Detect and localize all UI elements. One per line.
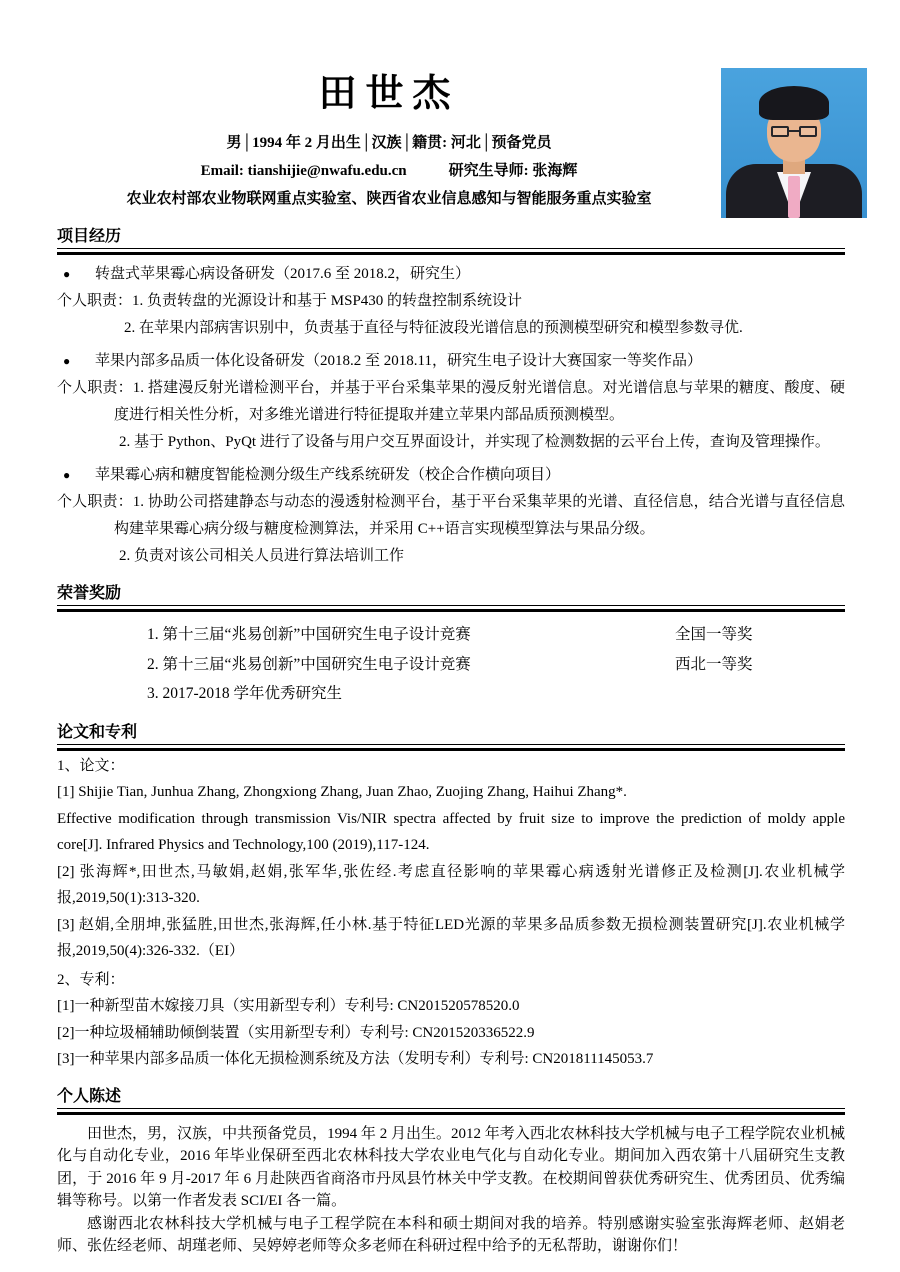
- duty-label: 个人职责：: [57, 494, 133, 510]
- section-projects-title: 项目经历: [57, 226, 845, 249]
- glasses-right-lens: [799, 126, 817, 137]
- project-1-duty-2: 2. 在苹果内部病害识别中，负责基于直径与特征波段光谱信息的预测模型研究和模型参数寻优.: [124, 320, 743, 336]
- honor-row-3: [147, 679, 845, 709]
- email-text: Email: tianshijie@nwafu.edu.cn: [200, 163, 407, 179]
- section-rule: [57, 748, 845, 751]
- patent-1: [1]一种新型苗木嫁接刀具（实用新型专利）专利号: CN201520578520.0: [57, 998, 520, 1014]
- project-2-title-row: [57, 348, 845, 375]
- honor-text: 2. 第十三届“兆易创新”中国研究生电子设计竞赛: [147, 655, 471, 673]
- paper-1-body: Effective modification through transmission Vis/NIR spectra affected by fruit size to improve the prediction of moldy apple core[J]. Infrared Physics and Technology,100 (2019),117-124.: [57, 810, 845, 853]
- section-statement-title: 个人陈述: [57, 1086, 845, 1109]
- statement-paragraph-2: 感谢西北农林科技大学机械与电子工程学院在本科和硕士期间对我的培养。特别感谢实验室张海辉老师、赵娟老师、张佐经老师、胡瑾老师、吴婷婷老师等众多老师在科研过程中给予的无私帮助，谢谢你们！: [57, 1215, 845, 1254]
- email-supervisor-row: [57, 157, 721, 185]
- glasses-left-lens: [771, 126, 789, 137]
- project-2-title: 苹果内部多品质一体化设备研发（2018.2 至 2018.11，研究生电子设计大赛国家一等奖作品）: [95, 353, 702, 369]
- header: [57, 62, 721, 213]
- supervisor-text: 研究生导师: 张海辉: [448, 163, 578, 179]
- paper-1-authors: [1] Shijie Tian, Junhua Zhang, Zhongxiong Zhang, Juan Zhao, Zuojing Zhang, Haihui Zhang*.: [57, 784, 627, 800]
- id-photo: [721, 68, 867, 218]
- section-honors-title: 荣誉奖励: [57, 583, 845, 606]
- project-3-duty-2: 2. 负责对该公司相关人员进行算法培训工作: [119, 548, 405, 564]
- paper-3: [3] 赵娟,全朋坤,张猛胜,田世杰,张海辉,任小林.基于特征LED光源的苹果多品质参数无损检测装置研究[J].农业机械学报,2019,50(4):326-332.（EI）: [57, 916, 845, 959]
- patents-group-label: 2、专利：: [57, 971, 125, 988]
- labs-line: 农业农村部农业物联网重点实验室、陕西省农业信息感知与智能服务重点实验室: [126, 191, 652, 207]
- papers-group-label: 1、论文：: [57, 757, 125, 774]
- duty-label: 个人职责：: [57, 380, 133, 396]
- statement-paragraph-1: 田世杰，男，汉族，中共预备党员，1994 年 2 月出生。2012 年考入西北农林科技大学机械与电子工程学院农业机械化与自动化专业，2016 年毕业保研至西北农林科技大学农业电气化与自动化专业。期间加入西农第十八届研究生支教团，于 2016 年 9 月-2017 年 6 月赴陕西省商洛市丹凤县竹林关中学支教。在校期间曾获优秀研究生、优秀团员、优秀编辑等称号。以第一作者发表 SCI/EI 各一篇。: [57, 1125, 845, 1209]
- bullet-icon: ●: [63, 267, 71, 281]
- section-papers: [57, 722, 845, 1073]
- photo-hair-shape: [759, 86, 829, 120]
- section-rule: [57, 609, 845, 612]
- duty-text: 1. 协助公司搭建静态与动态的漫透射检测平台，基于平台采集苹果的光谱、直径信息，结合光谱与直径信息构建苹果霉心病分级与糖度检测算法，并采用 C++语言实现模型算法与果品分级。: [114, 494, 845, 537]
- statement-content: [57, 1123, 845, 1258]
- duty-text: 1. 负责转盘的光源设计和基于 MSP430 的转盘控制系统设计: [132, 293, 523, 309]
- project-3: [57, 462, 845, 570]
- section-honors: [57, 583, 845, 709]
- project-2-duty-2: 2. 基于 Python、PyQt 进行了设备与用户交互界面设计，并实现了检测数据的云平台上传，查询及管理操作。: [119, 434, 830, 450]
- project-3-title-row: [57, 462, 845, 489]
- section-rule: [57, 1112, 845, 1115]
- section-projects: [57, 226, 845, 570]
- paper-2: [2] 张海辉*,田世杰,马敏娟,赵娟,张军华,张佐经.考虑直径影响的苹果霉心病透射光谱修正及检测[J].农业机械学报,2019,50(1):313-320.: [57, 863, 845, 906]
- project-3-duty-1: [57, 489, 845, 543]
- section-statement: [57, 1086, 845, 1258]
- honor-row-1: [147, 620, 845, 650]
- photo-tie-shape: [788, 176, 800, 218]
- project-2-duty-1: [57, 375, 845, 429]
- bullet-icon: ●: [63, 468, 71, 482]
- honor-award: 全国一等奖: [675, 626, 753, 643]
- candidate-name: 田世杰: [318, 70, 460, 115]
- basic-info-line: 男│1994 年 2 月出生│汉族│籍贯: 河北│预备党员: [226, 135, 552, 151]
- honor-text: 3. 2017-2018 学年优秀研究生: [147, 685, 343, 702]
- project-1-title-row: [57, 261, 845, 288]
- patent-3: [3]一种苹果内部多品质一体化无损检测系统及方法（发明专利）专利号: CN201811145053.7: [57, 1051, 654, 1067]
- section-papers-title: 论文和专利: [57, 722, 845, 745]
- section-rule: [57, 252, 845, 255]
- honor-row-2: [147, 650, 845, 680]
- papers-content: [57, 753, 845, 1073]
- project-2: [57, 348, 845, 456]
- glasses-icon: [771, 126, 817, 138]
- project-1: [57, 261, 845, 342]
- project-3-title: 苹果霉心病和糖度智能检测分级生产线系统研发（校企合作横向项目）: [95, 467, 561, 483]
- honors-list: [147, 620, 845, 709]
- honor-text: 1. 第十三届“兆易创新”中国研究生电子设计竞赛: [147, 626, 471, 643]
- honor-award: 西北一等奖: [675, 655, 753, 673]
- patent-2: [2]一种垃圾桶辅助倾倒装置（实用新型专利）专利号: CN201520336522.9: [57, 1024, 535, 1041]
- project-1-title: 转盘式苹果霉心病设备研发（2017.6 至 2018.2，研究生）: [95, 266, 471, 282]
- duty-text: 1. 搭建漫反射光谱检测平台，并基于平台采集苹果的漫反射光谱信息。对光谱信息与苹果的糖度、酸度、硬度进行相关性分析，对多维光谱进行特征提取并建立苹果内部品质预测模型。: [114, 380, 845, 423]
- bullet-icon: ●: [63, 354, 71, 368]
- duty-label: 个人职责：: [57, 293, 133, 309]
- project-1-duty-1: [57, 288, 845, 315]
- glasses-bridge: [789, 130, 799, 132]
